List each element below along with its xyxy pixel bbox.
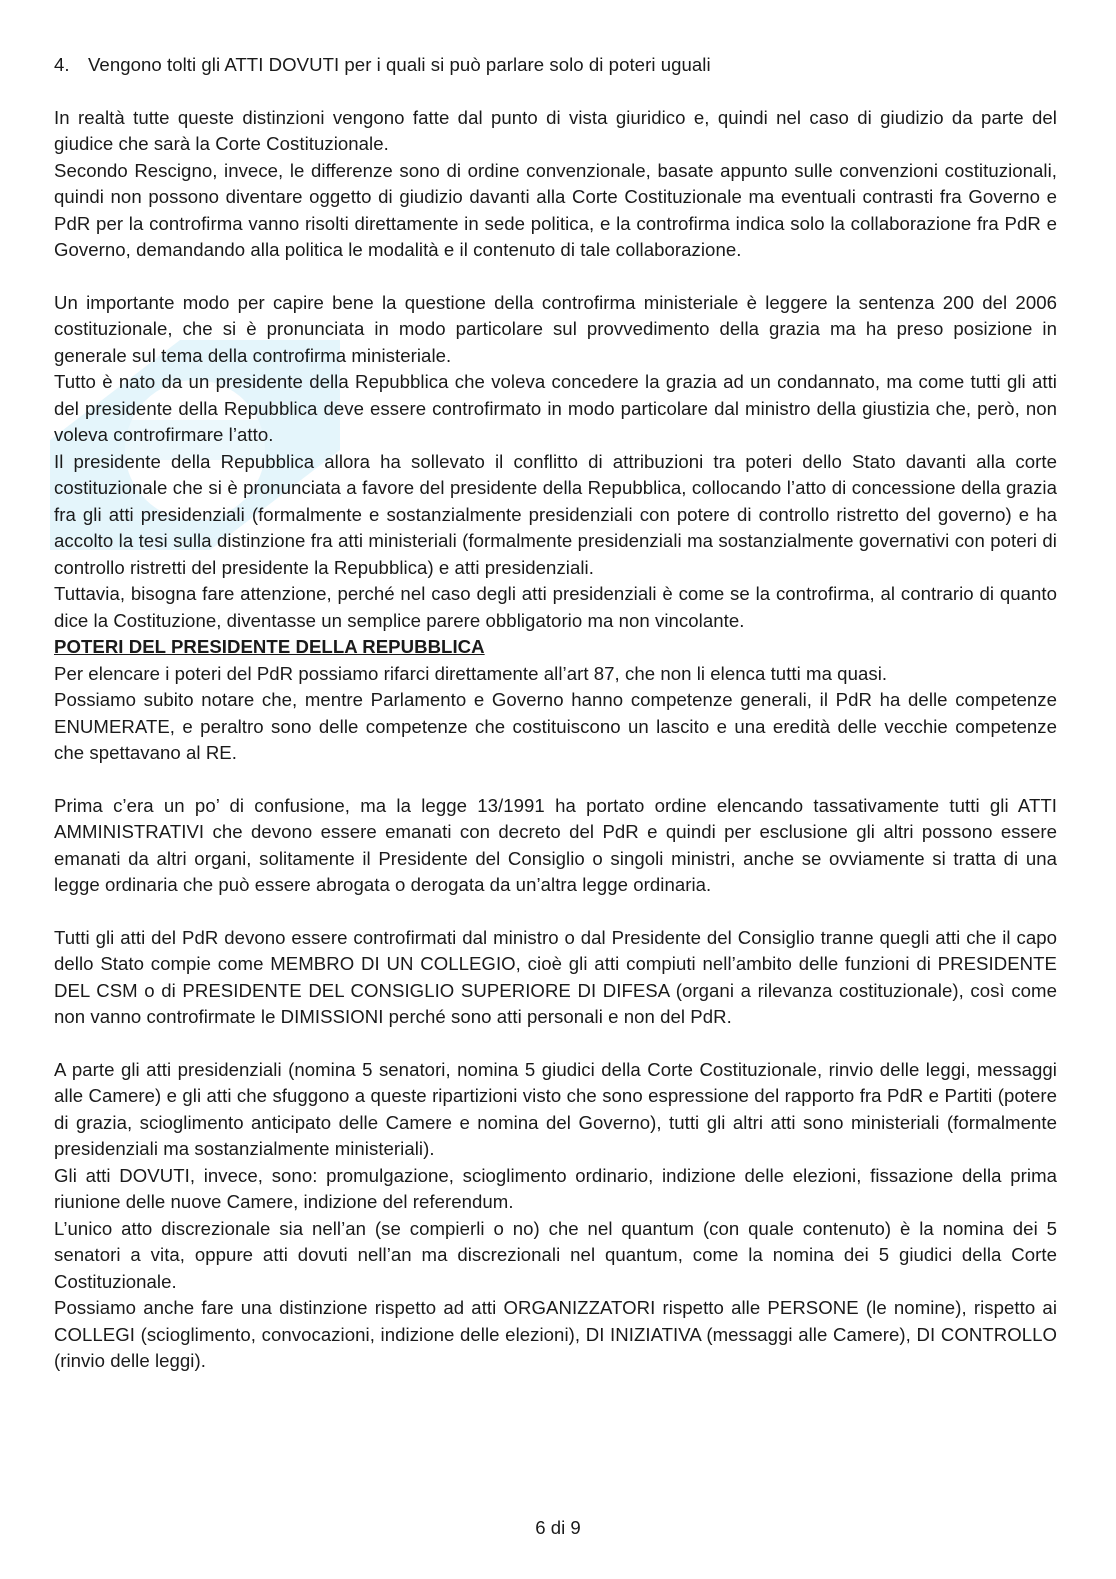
list-item-4 xyxy=(54,52,1057,79)
document-page xyxy=(54,52,1057,1375)
paragraph: Un importante modo per capire bene la questione della controfirma ministeriale è leggere la sentenza 200 del 2006 costituzionale, che si è pronunciata in modo particolare sul provvedimento della grazia ma ha preso posizione in generale sul tema della controfirma ministeriale. xyxy=(54,291,1057,366)
paragraph: Possiamo anche fare una distinzione rispetto ad atti ORGANIZZATORI rispetto alle PERSONE (le nomine), rispetto ai COLLEGI (scioglimento, convocazioni, indizione delle elezioni), DI INIZIATIVA (messaggi alle Camere), DI CONTROLLO (rinvio delle leggi). xyxy=(54,1297,1057,1371)
list-item-number: 4. xyxy=(54,54,70,75)
section-heading: POTERI DEL PRESIDENTE DELLA REPUBBLICA xyxy=(54,636,485,657)
paragraph: Tutto è nato da un presidente della Repubblica che voleva concedere la grazia ad un condannato, ma come tutti gli atti del presidente della Repubblica deve essere controfirmato in modo particolare dal ministro della giustizia che, però, non voleva controfirmare l’atto. xyxy=(54,371,1057,445)
paragraph: Prima c’era un po’ di confusione, ma la legge 13/1991 ha portato ordine elencando tassativamente tutti gli ATTI AMMINISTRATIVI che devono essere emanati con decreto del PdR e quindi per esclusione gli altri possono essere emanati da altri organi, solitamente il Presidente del Consiglio o singoli ministri, anche se ovviamente si tratta di una legge ordinaria che può essere abrogata o derogata da un’altra legge ordinaria. xyxy=(54,794,1057,895)
page-number: 6 di 9 xyxy=(535,1517,581,1538)
paragraph: Per elencare i poteri del PdR possiamo rifarci direttamente all’art 87, che non li elenca tutti ma quasi. xyxy=(54,662,888,684)
paragraph: Gli atti DOVUTI, invece, sono: promulgazione, scioglimento ordinario, indizione delle elezioni, fissazione della prima riunione delle nuove Camere, indizione del referendum. xyxy=(54,1164,1057,1212)
paragraph: In realtà tutte queste distinzioni vengono fatte dal punto di vista giuridico e, quindi nel caso di giudizio da parte del giudice che sarà la Corte Costituzionale. xyxy=(54,106,1057,154)
paragraph: L’unico atto discrezionale sia nell’an (se compierli o no) che nel quantum (con quale contenuto) è la nomina dei 5 senatori a vita, oppure atti dovuti nell’an ma discrezionali nel quantum, come la nomina dei 5 giudici della Corte Costituzionale. xyxy=(54,1217,1057,1292)
paragraph: A parte gli atti presidenziali (nomina 5 senatori, nomina 5 giudici della Corte Costituzionale, rinvio delle leggi, messaggi alle Camere) e gli atti che sfuggono a queste ripartizioni visto che sono espressione del rapporto fra PdR e Partiti (potere di grazia, scioglimento anticipato delle Camere e nomina del Governo), tutti gli altri atti sono ministeriali (formalmente presidenziali ma sostanzialmente ministeriali). xyxy=(54,1058,1057,1159)
paragraph: Secondo Rescigno, invece, le differenze sono di ordine convenzionale, basate appunto sulle convenzioni costituzionali, quindi non possono diventare oggetto di giudizio davanti alla Corte Costituzionale ma eventuali contrasti fra Governo e PdR per la controfirma vanno risolti direttamente in sede politica, e la controfirma indica solo la collaborazione fra PdR e Governo, demandando alla politica le modalità e il contenuto di tale collaborazione. xyxy=(54,159,1057,260)
paragraph: Tutti gli atti del PdR devono essere controfirmati dal ministro o dal Presidente del Consiglio tranne quegli atti che il capo dello Stato compie come MEMBRO DI UN COLLEGIO, cioè gli atti compiuti nell’ambito delle funzioni di PRESIDENTE DEL CSM o di PRESIDENTE DEL CONSIGLIO SUPERIORE DI DIFESA (organi a rilevanza costituzionale), così come non vanno controfirmate le DIMISSIONI perché sono atti personali e non del PdR. xyxy=(54,926,1057,1027)
paragraph: Tuttavia, bisogna fare attenzione, perché nel caso degli atti presidenziali è come se la controfirma, al contrario di quanto dice la Costituzione, diventasse un semplice parere obbligatorio ma non vincolante. xyxy=(54,583,1057,631)
paragraph: Il presidente della Repubblica allora ha sollevato il conflitto di attribuzioni tra poteri dello Stato davanti alla corte costituzionale che si è pronunciata a favore del presidente della Repubblica, collocando l’atto di concessione della grazia fra gli atti presidenziali (formalmente e sostanzialmente presidenziali con potere di controllo ristretto del governo) e ha accolto la tesi sulla distinzione fra atti ministeriali (formalmente presidenziali ma sostanzialmente governativi con poteri di controllo ristretti del presidente la Repubblica) e atti presidenziali. xyxy=(54,450,1057,578)
paragraph: Possiamo subito notare che, mentre Parlamento e Governo hanno competenze generali, il PdR ha delle competenze ENUMERATE, e peraltro sono delle competenze che costituiscono un lascito e una eredità delle vecchie competenze che spettavano al RE. xyxy=(54,689,1057,763)
list-item-text: Vengono tolti gli ATTI DOVUTI per i quali si può parlare solo di poteri uguali xyxy=(88,54,711,75)
